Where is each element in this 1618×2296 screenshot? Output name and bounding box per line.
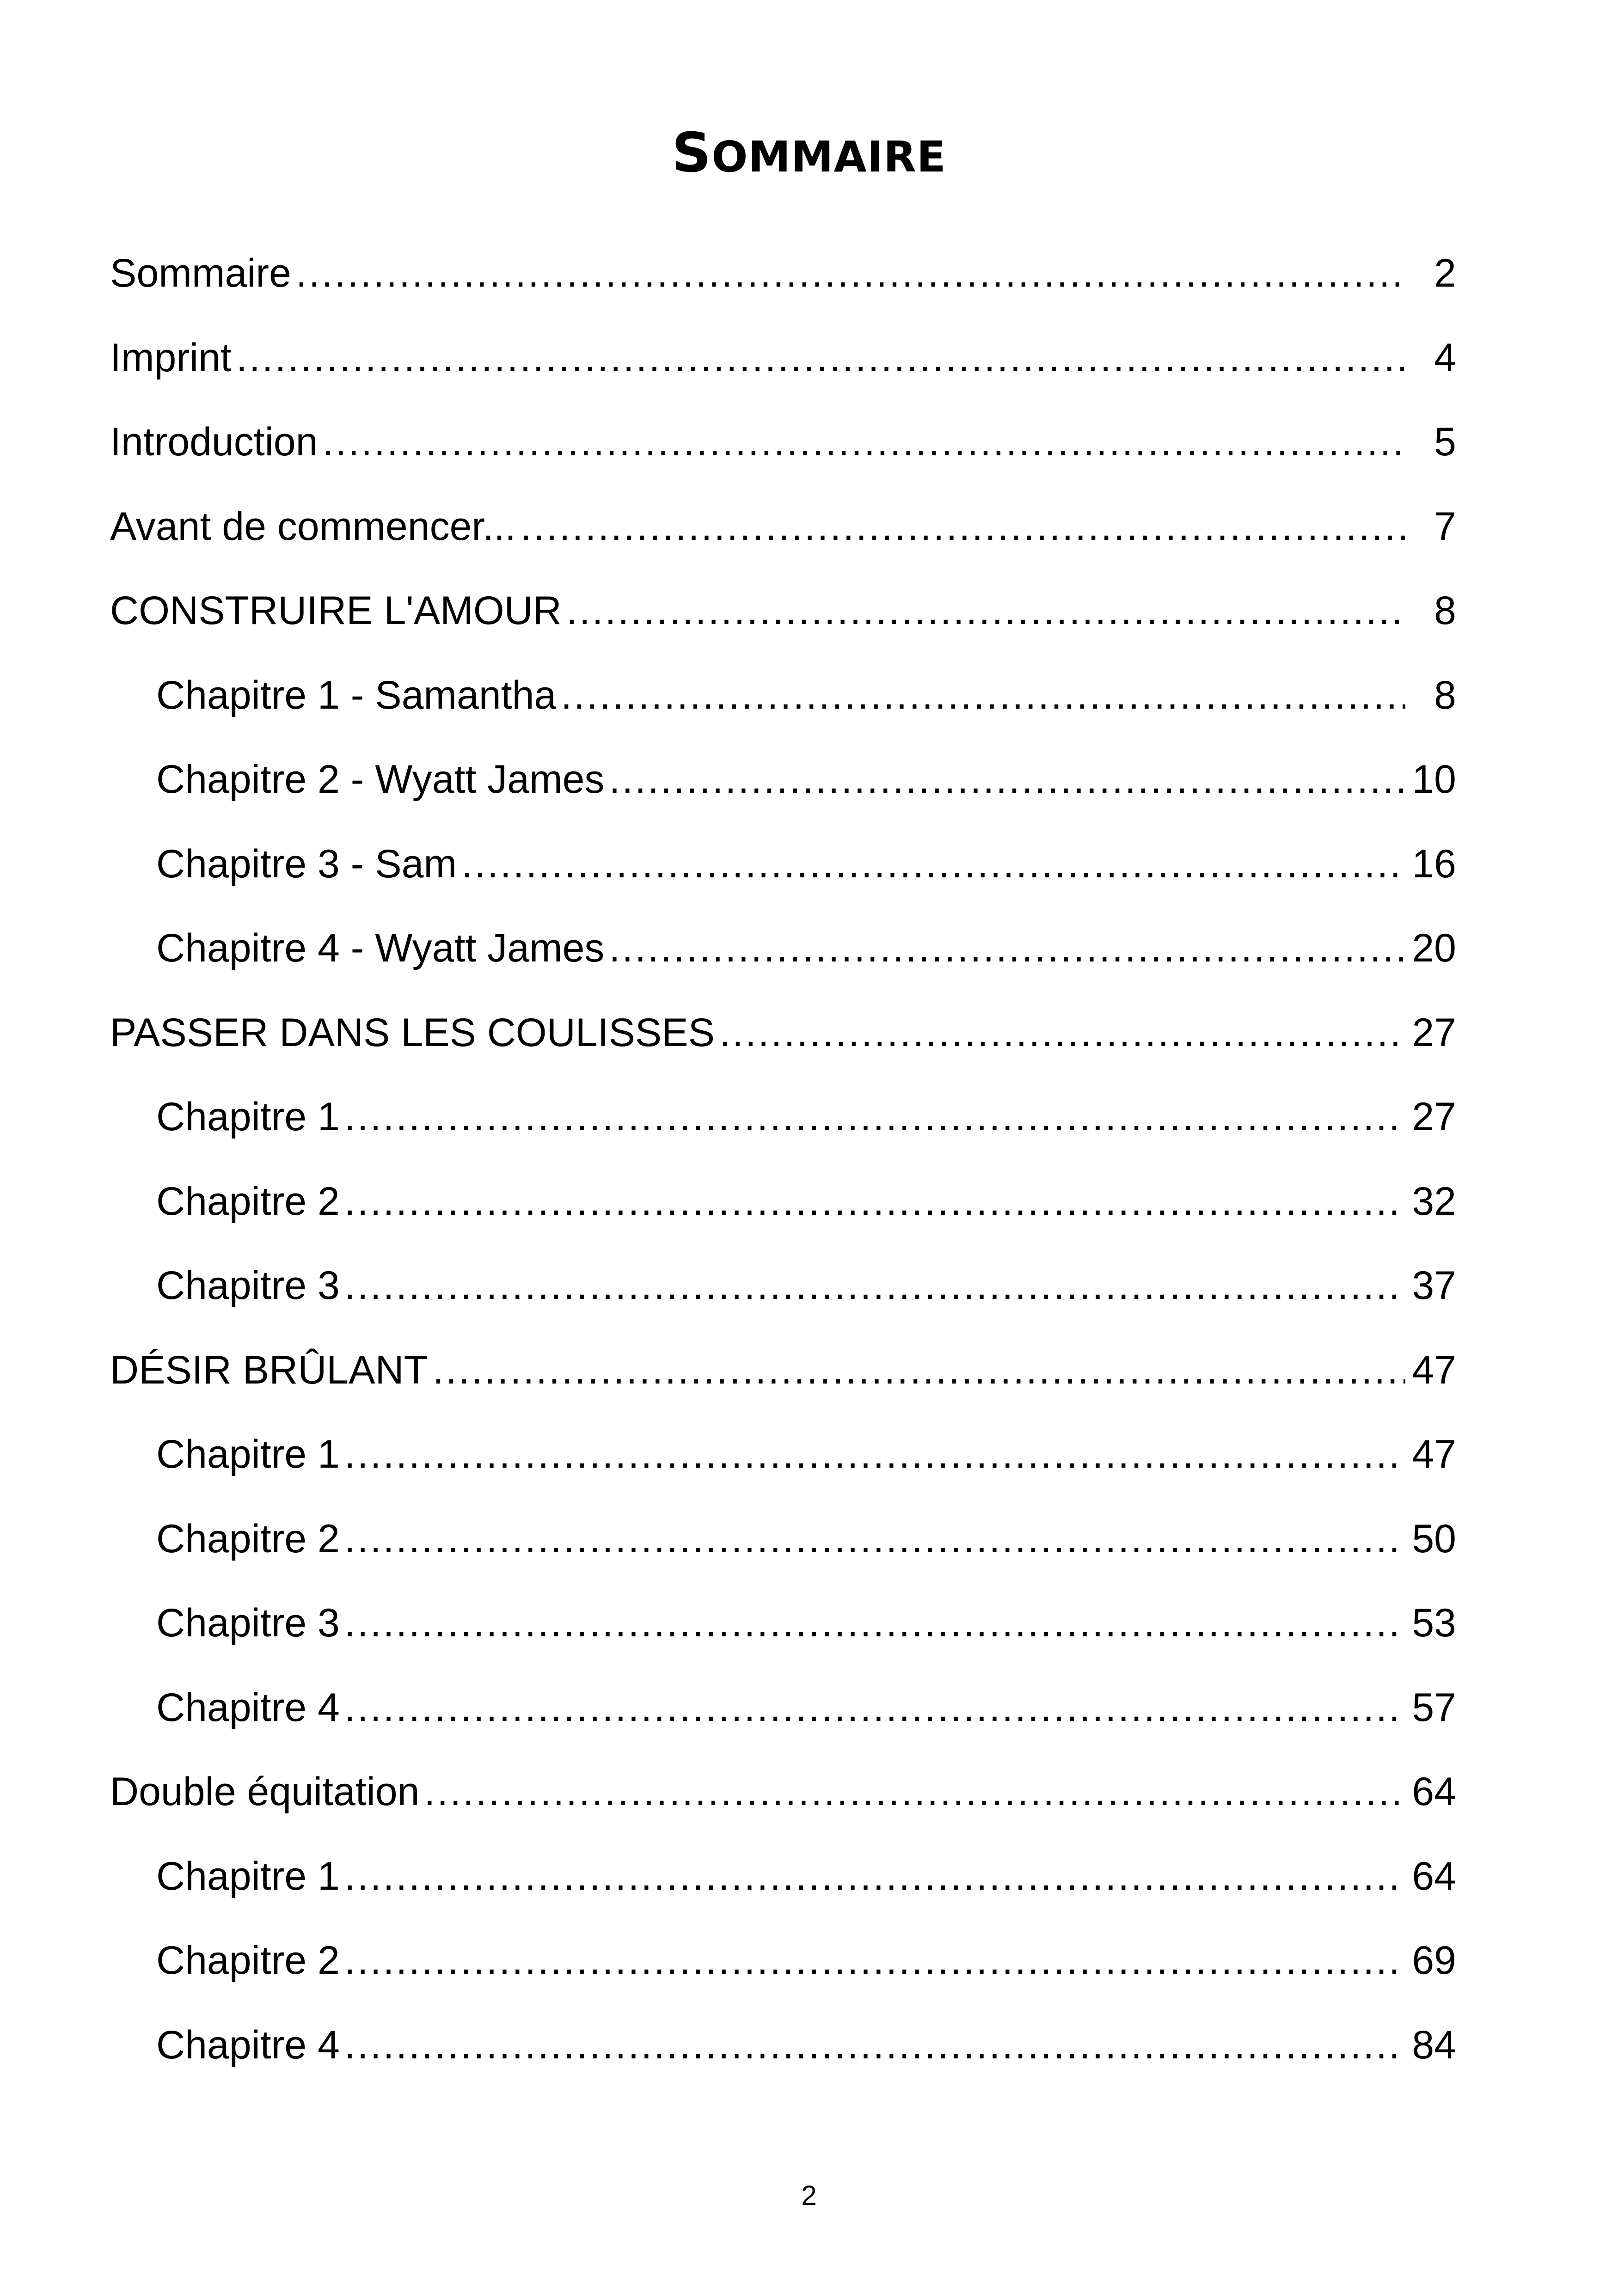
toc-entry-label: Chapitre 1: [156, 1432, 340, 1476]
toc-entry[interactable]: [110, 1243, 1456, 1328]
toc-entry-label: Chapitre 4 - Wyatt James: [156, 926, 605, 970]
toc-entry-label: Chapitre 2: [156, 1179, 340, 1224]
dot-leader: [561, 653, 1405, 738]
toc-entry-label: CONSTRUIRE L'AMOUR: [110, 588, 562, 633]
toc-entry[interactable]: [110, 2003, 1456, 2088]
toc-entry-label: Sommaire: [110, 251, 291, 295]
table-of-contents: [110, 231, 1456, 2087]
dot-leader: [344, 1075, 1405, 1159]
toc-entry[interactable]: [110, 1834, 1456, 1919]
toc-entry[interactable]: [110, 400, 1456, 484]
toc-entry-label: Chapitre 3: [156, 1601, 340, 1645]
toc-entry-label: Chapitre 3: [156, 1263, 340, 1308]
dot-leader: [344, 1497, 1405, 1581]
toc-entry-label: Chapitre 2 - Wyatt James: [156, 757, 605, 802]
dot-leader: [609, 906, 1405, 991]
page-title: [0, 118, 1618, 192]
toc-entry-label: Chapitre 1 - Samantha: [156, 673, 557, 717]
toc-entry-label: Chapitre 4: [156, 2022, 340, 2067]
toc-entry[interactable]: [110, 231, 1456, 316]
toc-entry[interactable]: [110, 1918, 1456, 2003]
dot-leader: [344, 1243, 1405, 1328]
toc-entry-page-number: 7: [1434, 504, 1456, 549]
toc-entry-page-number: 16: [1412, 841, 1456, 886]
toc-entry[interactable]: [110, 1581, 1456, 1665]
toc-entry[interactable]: [110, 1328, 1456, 1413]
toc-entry-label: Imprint: [110, 335, 232, 380]
toc-entry-page-number: 32: [1412, 1179, 1456, 1224]
toc-entry-page-number: 20: [1412, 926, 1456, 970]
toc-entry-label: Chapitre 3 - Sam: [156, 841, 457, 886]
toc-entry[interactable]: [110, 991, 1456, 1075]
title-rest: OMMAIRE: [711, 132, 946, 182]
dot-leader: [344, 1412, 1405, 1497]
dot-leader: [344, 1665, 1405, 1750]
dot-leader: [719, 991, 1405, 1075]
toc-entry-page-number: 4: [1434, 335, 1456, 380]
dot-leader: [344, 1834, 1405, 1919]
dot-leader: [344, 1918, 1405, 2003]
dot-leader: [344, 2003, 1405, 2088]
toc-entry-page-number: 8: [1434, 673, 1456, 717]
toc-entry-page-number: 27: [1412, 1095, 1456, 1139]
toc-entry-label: Chapitre 2: [156, 1938, 340, 1983]
dot-leader: [566, 569, 1405, 653]
toc-entry-page-number: 47: [1412, 1432, 1456, 1476]
toc-entry-page-number: 50: [1412, 1516, 1456, 1561]
toc-entry[interactable]: [110, 822, 1456, 906]
toc-entry-label: Chapitre 1: [156, 1095, 340, 1139]
toc-entry-page-number: 8: [1434, 588, 1456, 633]
dot-leader: [461, 822, 1405, 906]
toc-entry-label: Chapitre 2: [156, 1516, 340, 1561]
toc-entry-label: Chapitre 4: [156, 1685, 340, 1730]
toc-entry-page-number: 10: [1412, 757, 1456, 802]
toc-entry-page-number: 69: [1412, 1938, 1456, 1983]
toc-entry-label: DÉSIR BRÛLANT: [110, 1347, 429, 1392]
title-initial: S: [672, 121, 712, 184]
toc-entry-page-number: 5: [1434, 420, 1456, 464]
toc-entry-page-number: 64: [1412, 1854, 1456, 1898]
toc-entry-label: PASSER DANS LES COULISSES: [110, 1010, 715, 1055]
toc-entry[interactable]: [110, 316, 1456, 400]
toc-entry[interactable]: [110, 1665, 1456, 1750]
dot-leader: [521, 484, 1405, 569]
toc-entry-page-number: 84: [1412, 2022, 1456, 2067]
toc-entry[interactable]: [110, 1497, 1456, 1581]
dot-leader: [344, 1581, 1405, 1665]
dot-leader: [344, 1159, 1405, 1244]
dot-leader: [433, 1328, 1405, 1413]
page-number: 2: [801, 2180, 817, 2211]
toc-entry[interactable]: [110, 569, 1456, 653]
toc-entry-page-number: 53: [1412, 1601, 1456, 1645]
toc-entry-page-number: 64: [1412, 1769, 1456, 1814]
toc-entry[interactable]: [110, 1075, 1456, 1159]
dot-leader: [322, 400, 1405, 484]
toc-entry-label: Avant de commencer...: [110, 504, 516, 549]
toc-entry[interactable]: [110, 484, 1456, 569]
toc-entry-label: Double équitation: [110, 1769, 420, 1814]
toc-entry-page-number: 37: [1412, 1263, 1456, 1308]
toc-entry[interactable]: [110, 1750, 1456, 1834]
toc-entry-page-number: 47: [1412, 1347, 1456, 1392]
dot-leader: [296, 231, 1405, 316]
toc-entry[interactable]: [110, 653, 1456, 738]
toc-entry[interactable]: [110, 1412, 1456, 1497]
toc-entry[interactable]: [110, 906, 1456, 991]
toc-entry-label: Chapitre 1: [156, 1854, 340, 1898]
toc-entry-page-number: 2: [1434, 251, 1456, 295]
toc-entry[interactable]: [110, 737, 1456, 822]
toc-entry-page-number: 27: [1412, 1010, 1456, 1055]
dot-leader: [424, 1750, 1405, 1834]
toc-entry[interactable]: [110, 1159, 1456, 1244]
toc-entry-page-number: 57: [1412, 1685, 1456, 1730]
dot-leader: [236, 316, 1405, 400]
toc-entry-label: Introduction: [110, 420, 318, 464]
dot-leader: [609, 737, 1405, 822]
